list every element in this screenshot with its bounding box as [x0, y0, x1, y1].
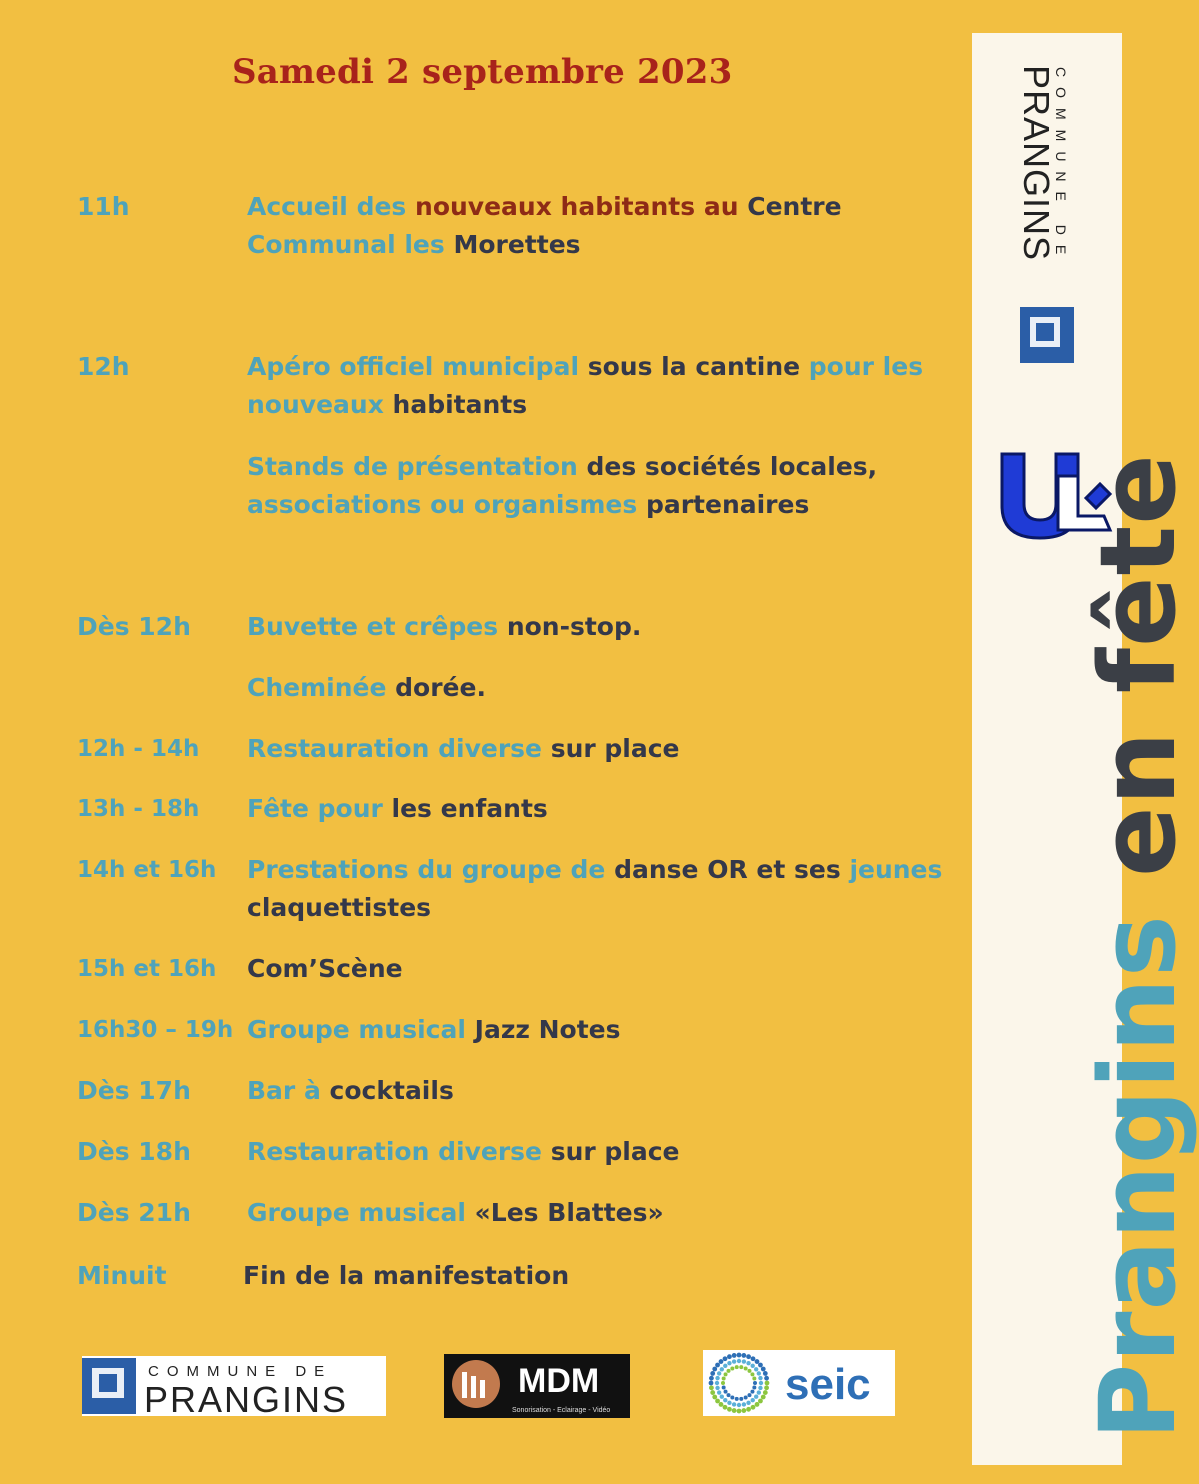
description-part: Accueil des — [247, 192, 416, 221]
banner-word-prangins: Prangins — [1077, 914, 1199, 1440]
schedule-description — [247, 1133, 947, 1171]
schedule-time: 12h — [77, 352, 130, 381]
description-part: Groupe musical — [247, 1015, 475, 1044]
description-part: claquettistes — [247, 893, 432, 922]
seic-logo — [703, 1350, 895, 1416]
banner-word-en-fete: en fête — [1077, 453, 1199, 878]
logo-top-line: COMMUNE DE — [1053, 67, 1069, 265]
schedule-description — [243, 1257, 943, 1295]
description-part: sous la cantine — [587, 352, 809, 381]
footer-logo-top-line: COMMUNE DE — [148, 1363, 333, 1380]
description-part: pour les nouveaux — [247, 352, 924, 419]
description-part: Communal les — [247, 230, 454, 259]
description-part: partenaires — [645, 490, 810, 519]
schedule-time: 14h et 16h — [77, 857, 217, 883]
schedule-description — [247, 851, 947, 927]
schedule-description — [247, 950, 947, 988]
schedule-time: 13h - 18h — [77, 796, 200, 822]
schedule-description — [247, 730, 947, 768]
schedule-time: 11h — [77, 192, 130, 221]
page-title: Samedi 2 septembre 2023 — [232, 52, 733, 92]
schedule-description — [247, 1011, 947, 1049]
description-part: habitants — [392, 390, 528, 419]
description-part: Groupe musical — [247, 1198, 475, 1227]
description-part: Fin de la manifestation — [243, 1261, 570, 1290]
description-part: Prestations du groupe de — [247, 855, 615, 884]
description-part: sur place — [550, 734, 680, 763]
commune-prangins-logo — [82, 1356, 386, 1420]
description-part: Morettes — [453, 230, 581, 259]
description-part: jeunes — [849, 855, 943, 884]
schedule-time: Dès 21h — [77, 1198, 191, 1227]
description-part: les enfants — [391, 794, 548, 823]
schedule-time: 12h - 14h — [77, 736, 200, 762]
mdm-tagline: Sonorisation - Eclairage - Vidéo — [512, 1407, 611, 1414]
description-part: Cheminée — [247, 673, 396, 702]
description-part: «Les Blattes» — [474, 1198, 664, 1227]
description-part: et ses — [756, 855, 850, 884]
seic-name: seic — [785, 1360, 871, 1409]
description-part: non-stop — [506, 612, 632, 641]
mdm-logo — [444, 1354, 630, 1418]
schedule-description — [247, 1072, 947, 1110]
description-part: et crêpes — [366, 612, 507, 641]
description-part: Jazz Notes — [474, 1015, 621, 1044]
mdm-name: MDM — [518, 1362, 600, 1400]
description-part: dorée — [395, 673, 477, 702]
description-part: cocktails — [329, 1076, 454, 1105]
schedule-time: 15h et 16h — [77, 956, 217, 982]
description-part: Apéro officiel municipal — [247, 352, 588, 381]
schedule-time: Dès 18h — [77, 1137, 191, 1166]
description-part: associations ou organismes — [247, 490, 646, 519]
description-part: Buvette — [247, 612, 367, 641]
description-part: Com’Scène — [247, 954, 403, 983]
description-part: Bar à — [247, 1076, 330, 1105]
description-part: Restauration diverse — [247, 1137, 551, 1166]
footer-logo-main: PRANGINS — [144, 1379, 349, 1420]
description-part: Restauration diverse — [247, 734, 551, 763]
logo-main: PRANGINS — [1016, 65, 1057, 262]
description-part: sur place — [550, 1137, 680, 1166]
description-part: . — [631, 612, 642, 641]
description-part: des sociétés locales, — [586, 452, 878, 481]
schedule-description — [247, 669, 947, 707]
description-part: Stands de présentation — [247, 452, 587, 481]
schedule-time: Dès 12h — [77, 612, 191, 641]
description-part: Centre — [747, 192, 842, 221]
schedule-description — [247, 188, 947, 264]
schedule-time: 16h30 – 19h — [77, 1017, 234, 1043]
commune-prangins-vertical-logo — [1018, 55, 1080, 365]
description-part: danse OR — [614, 855, 757, 884]
banner-title — [1077, 453, 1199, 1440]
schedule-description — [247, 348, 947, 424]
schedule-description — [247, 448, 947, 524]
schedule-description — [247, 1194, 947, 1232]
description-part: Fête pour — [247, 794, 392, 823]
schedule-description — [247, 608, 947, 646]
description-part: . — [476, 673, 486, 702]
schedule-description — [247, 790, 947, 828]
description-part: nouveaux habitants au — [415, 192, 748, 221]
schedule-time: Dès 17h — [77, 1076, 191, 1105]
schedule-time: Minuit — [77, 1261, 167, 1290]
